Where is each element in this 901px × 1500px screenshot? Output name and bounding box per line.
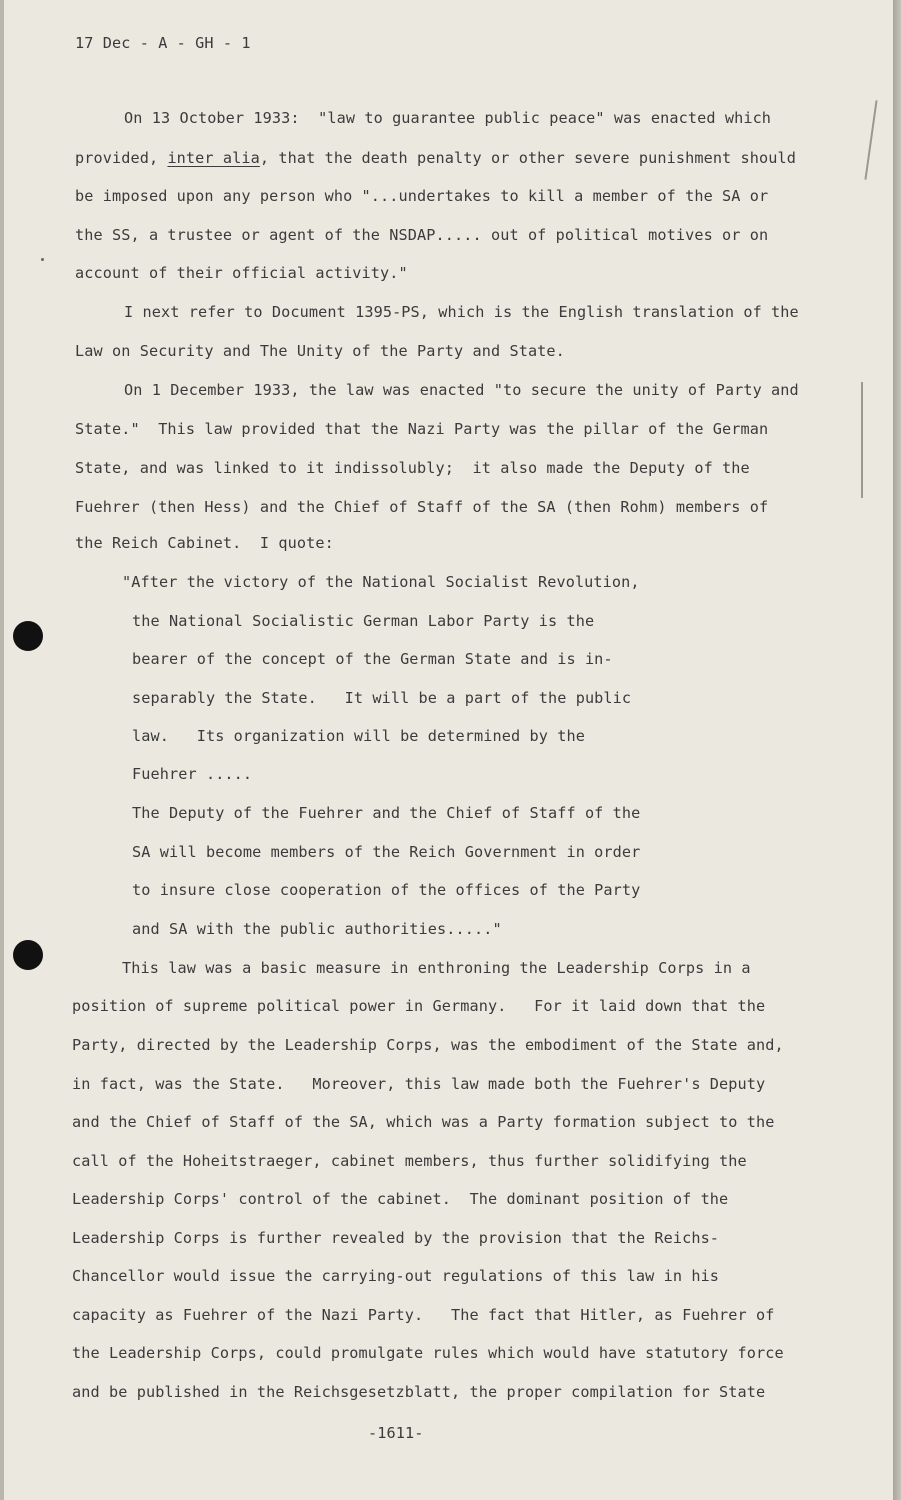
p3-line-5: the Reich Cabinet. I quote: (75, 534, 334, 552)
p4-line-10: capacity as Fuehrer of the Nazi Party. The fact that Hitler, as Fuehrer of (72, 1306, 775, 1324)
p4-line-6: call of the Hoheitstraeger, cabinet members, thus further solidifying the (72, 1152, 747, 1170)
p1-line-4: the SS, a trustee or agent of the NSDAP..... out of political motives or on (75, 226, 769, 244)
p4-line-8: Leadership Corps is further revealed by the provision that the Reichs- (72, 1229, 720, 1247)
page-number: -1611- (368, 1424, 424, 1442)
punch-hole-bottom (13, 940, 43, 970)
quote-line-10: and SA with the public authorities....." (132, 920, 502, 938)
margin-mark-right (861, 382, 863, 498)
quote-line-9: to insure close cooperation of the offices of the Party (132, 881, 641, 899)
p3-line-1: On 1 December 1933, the law was enacted "to secure the unity of Party and (124, 381, 799, 399)
p1-line-5: account of their official activity." (75, 264, 408, 282)
quote-line-3: bearer of the concept of the German State and is in- (132, 650, 613, 668)
margin-mark-top (864, 100, 877, 179)
p4-line-9: Chancellor would issue the carrying-out regulations of this law in his (72, 1267, 720, 1285)
latin-phrase: inter alia (167, 149, 260, 167)
p4-line-2: position of supreme political power in Germany. For it laid down that the (72, 997, 766, 1015)
quote-line-4: separably the State. It will be a part of the public (132, 689, 632, 707)
quote-line-5: law. Its organization will be determined by the (132, 727, 585, 745)
p4-line-1: This law was a basic measure in enthroning the Leadership Corps in a (122, 959, 751, 977)
quote-line-1: "After the victory of the National Socialist Revolution, (122, 573, 640, 591)
page-header: 17 Dec - A - GH - 1 (75, 34, 251, 52)
p3-line-3: State, and was linked to it indissolubly; it also made the Deputy of the (75, 459, 750, 477)
punch-hole-top (13, 621, 43, 651)
p3-line-4: Fuehrer (then Hess) and the Chief of Staff of the SA (then Rohm) members of (75, 498, 769, 516)
p4-line-7: Leadership Corps' control of the cabinet. The dominant position of the (72, 1190, 729, 1208)
page-edge (893, 0, 901, 1500)
quote-line-7: The Deputy of the Fuehrer and the Chief of Staff of the (132, 804, 641, 822)
p4-line-5: and the Chief of Staff of the SA, which was a Party formation subject to the (72, 1113, 775, 1131)
document-page (4, 0, 893, 1500)
quote-line-8: SA will become members of the Reich Government in order (132, 843, 641, 861)
p2-line-1: I next refer to Document 1395-PS, which is the English translation of the (124, 303, 799, 321)
quote-line-2: the National Socialistic German Labor Party is the (132, 612, 595, 630)
p4-line-3: Party, directed by the Leadership Corps, was the embodiment of the State and, (72, 1036, 784, 1054)
p1-line-3: be imposed upon any person who "...undertakes to kill a member of the SA or (75, 187, 769, 205)
p4-line-12: and be published in the Reichsgesetzblatt, the proper compilation for State (72, 1383, 766, 1401)
stray-mark (41, 258, 44, 261)
p2-line-2: Law on Security and The Unity of the Party and State. (75, 342, 565, 360)
quote-line-6: Fuehrer ..... (132, 765, 253, 783)
p1-line-1: On 13 October 1933: "law to guarantee public peace" was enacted which (124, 109, 772, 127)
p3-line-2: State." This law provided that the Nazi Party was the pillar of the German (75, 420, 769, 438)
p4-line-11: the Leadership Corps, could promulgate rules which would have statutory force (72, 1344, 784, 1362)
p1-line-2: provided, inter alia, that the death penalty or other severe punishment should (75, 149, 797, 167)
p4-line-4: in fact, was the State. Moreover, this law made both the Fuehrer's Deputy (72, 1075, 766, 1093)
